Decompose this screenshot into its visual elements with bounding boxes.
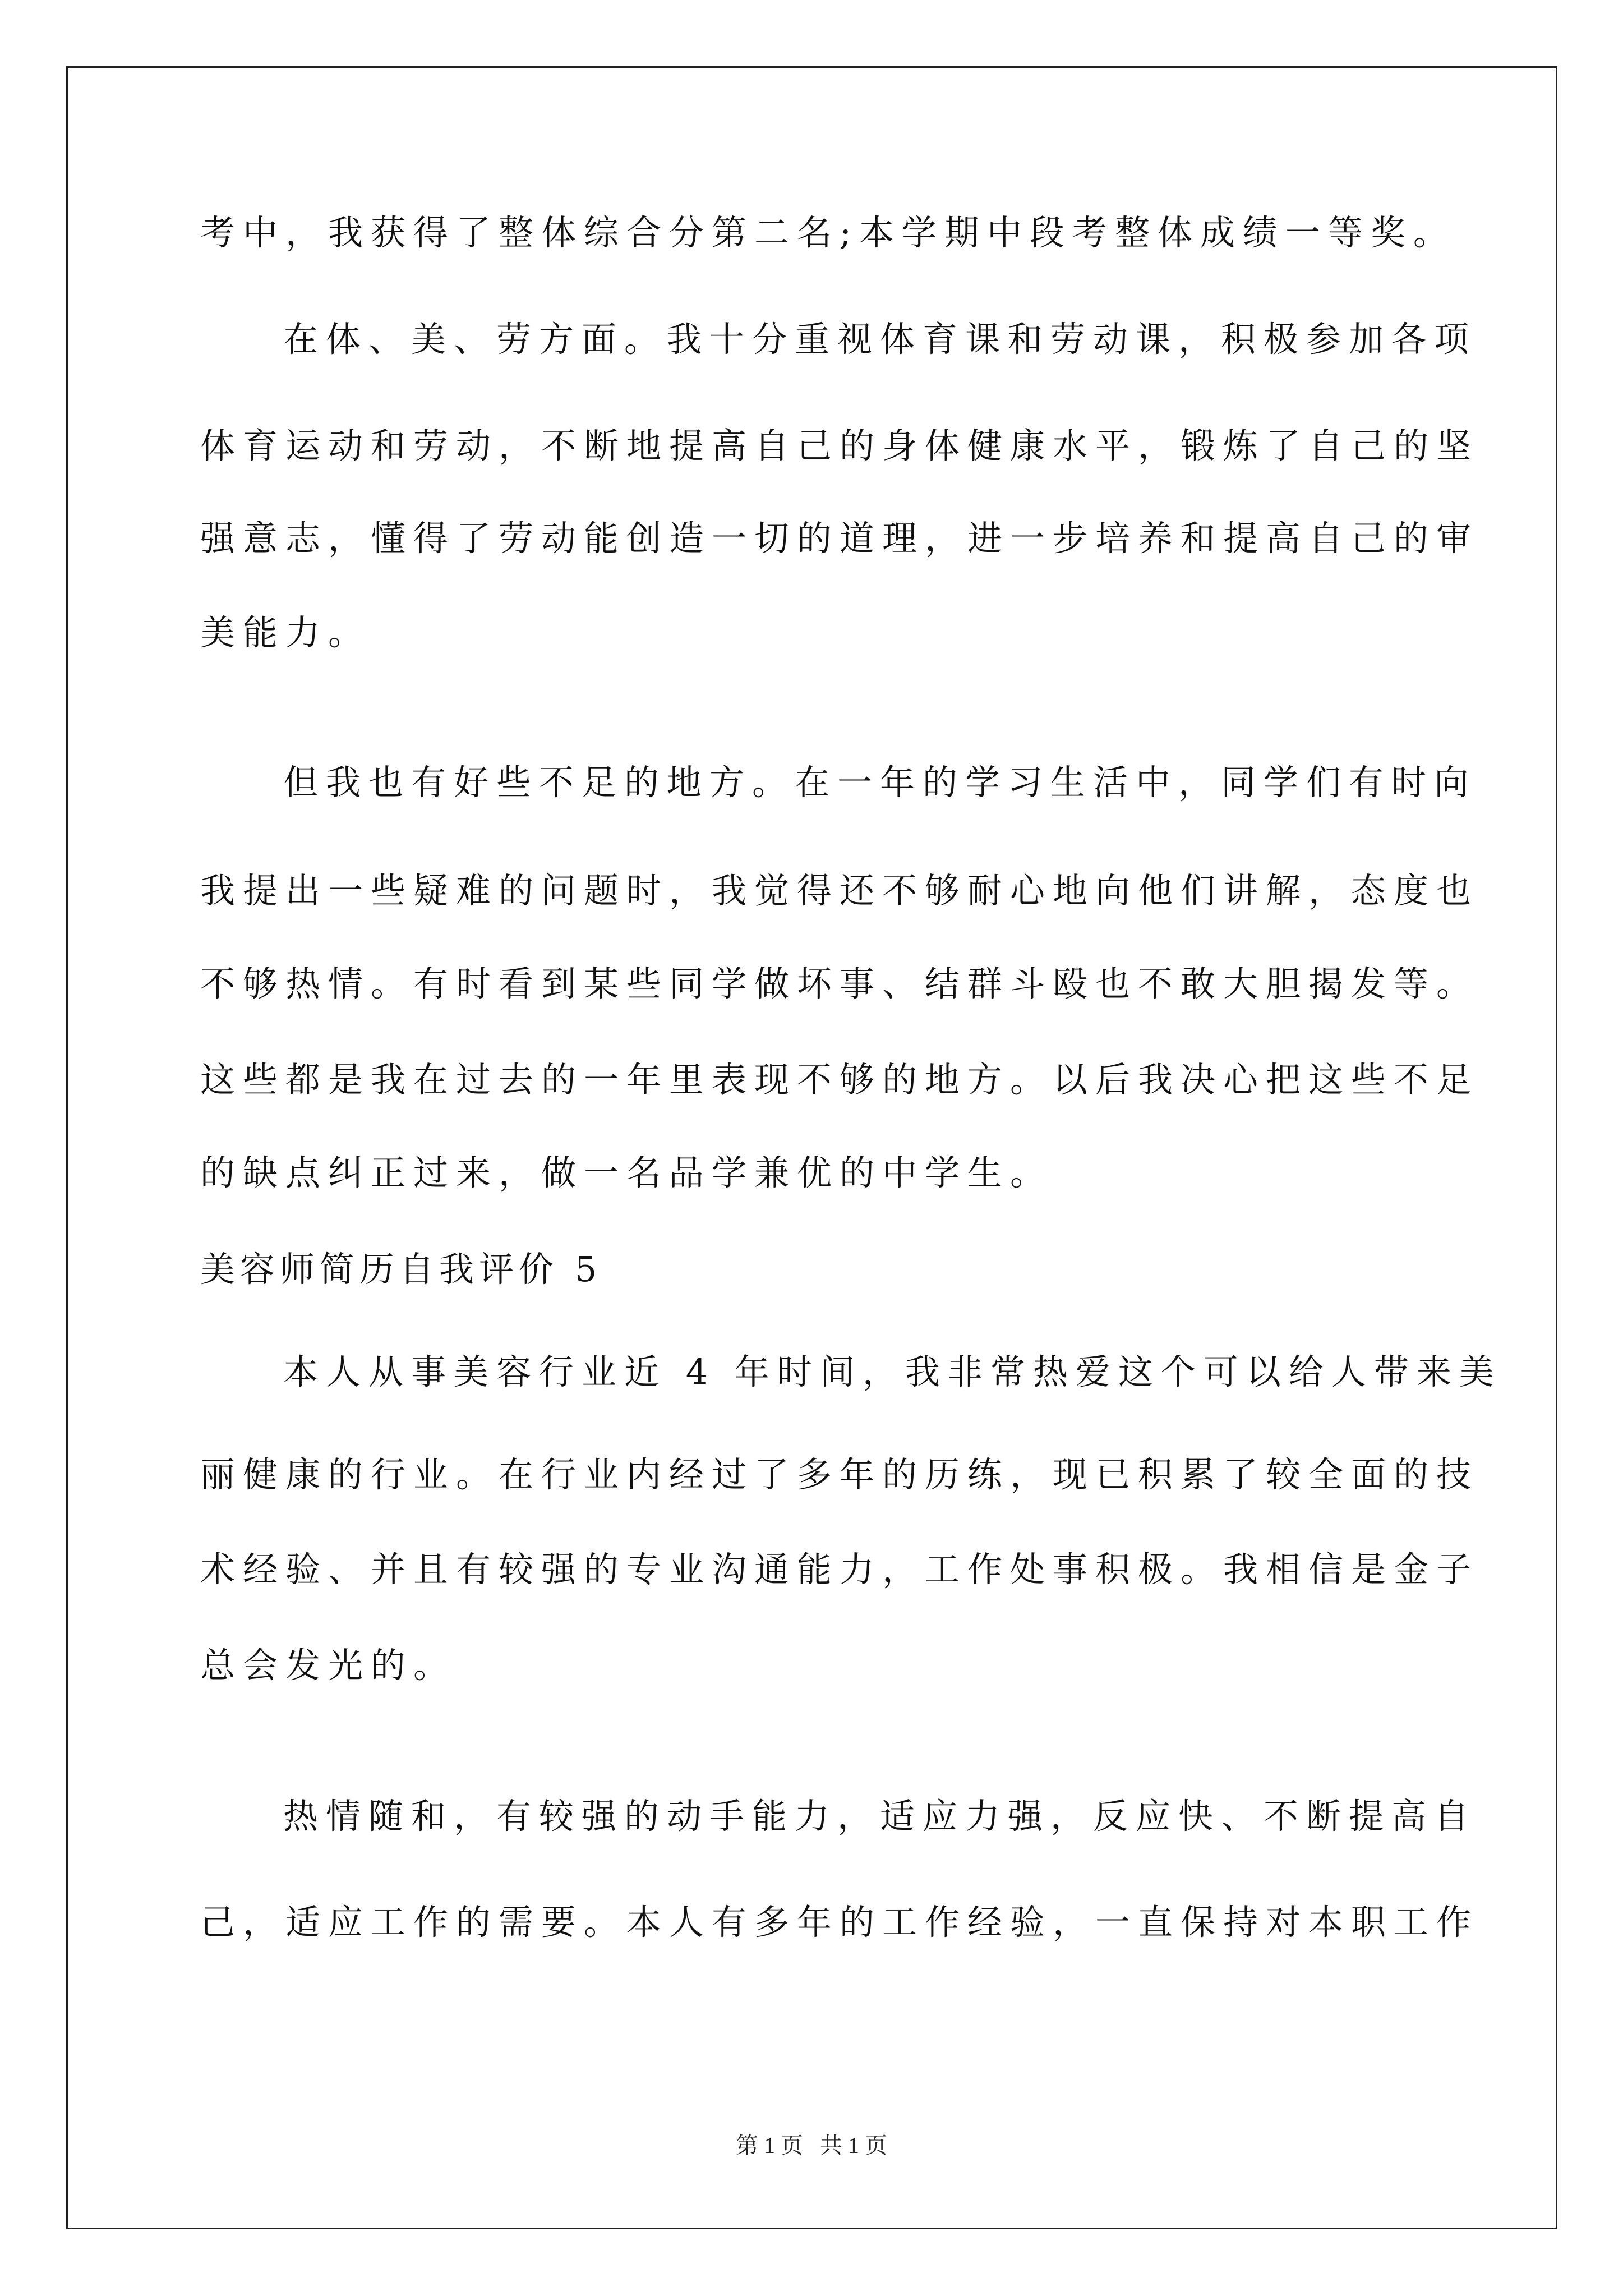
body-line-15: 热情随和，有较强的动手能力，适应力强，反应快、不断提高自 bbox=[283, 1796, 1477, 1837]
body-line-6: 但我也有好些不足的地方。在一年的学习生活中，同学们有时向 bbox=[283, 762, 1477, 803]
body-line-3: 体育运动和劳动，不断地提高自己的身体健康水平，锻炼了自己的坚 bbox=[200, 425, 1479, 466]
body-line-5: 美能力。 bbox=[200, 612, 371, 653]
body-line-13: 术经验、并且有较强的专业沟通能力，工作处事积极。我相信是金子 bbox=[200, 1549, 1479, 1590]
body-line-10: 的缺点纠正过来，做一名品学兼优的中学生。 bbox=[200, 1152, 1053, 1193]
body-line-2: 在体、美、劳方面。我十分重视体育课和劳动课，积极参加各项 bbox=[283, 319, 1477, 360]
section-heading: 美容师简历自我评价 5 bbox=[200, 1249, 602, 1290]
body-line-12: 丽健康的行业。在行业内经过了多年的历练，现已积累了较全面的技 bbox=[200, 1454, 1479, 1495]
body-line-16: 己，适应工作的需要。本人有多年的工作经验，一直保持对本职工作 bbox=[200, 1902, 1479, 1943]
page-number-footer: 第 1 页 共 1 页 bbox=[736, 2133, 887, 2158]
body-line-1: 考中，我获得了整体综合分第二名;本学期中段考整体成绩一等奖。 bbox=[200, 212, 1456, 253]
body-line-7: 我提出一些疑难的问题时，我觉得还不够耐心地向他们讲解，态度也 bbox=[200, 870, 1479, 911]
body-line-11: 本人从事美容行业近 4 年时间，我非常热爱这个可以给人带来美 bbox=[283, 1351, 1502, 1392]
body-line-8: 不够热情。有时看到某些同学做坏事、结群斗殴也不敢大胆揭发等。 bbox=[200, 963, 1479, 1004]
body-line-4: 强意志，懂得了劳动能创造一切的道理，进一步培养和提高自己的审 bbox=[200, 518, 1479, 559]
body-line-14: 总会发光的。 bbox=[200, 1645, 457, 1686]
body-line-9: 这些都是我在过去的一年里表现不够的地方。以后我决心把这些不足 bbox=[200, 1059, 1479, 1100]
